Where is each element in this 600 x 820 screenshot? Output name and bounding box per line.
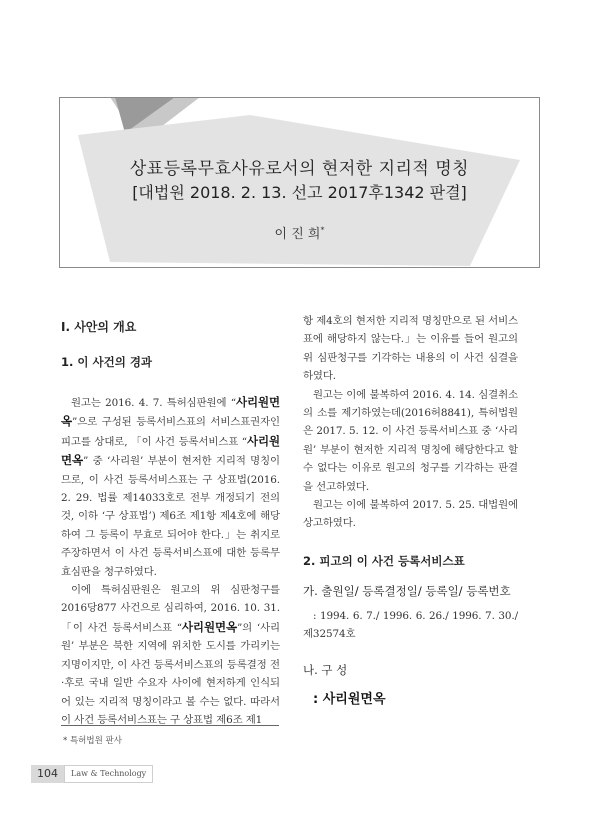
subsection-heading: 1. 이 사건의 경과 bbox=[61, 355, 153, 369]
para1-text-b: ”으로 구성된 등록서비스표의 서비스표권자인 피고를 상대로, 「이 사건 등록서비스표 “ bbox=[61, 416, 280, 448]
article-title: 상표등록무효사유로서의 현저한 지리적 명칭 bbox=[129, 159, 470, 179]
paragraph: 항 제4호의 현저한 지리적 명칭만으로 된 서비스표에 해당하지 않는다.」는 이유를 들어 원고의 위 심판청구를 기각하는 내용의 이 사건 심결을 하였다. bbox=[303, 315, 518, 383]
section2-heading: 2. 피고의 이 사건 등록서비스표 bbox=[303, 553, 465, 568]
item-b-heading: 나. 구 성 bbox=[303, 662, 348, 677]
left-column bbox=[61, 312, 280, 729]
right-column bbox=[303, 312, 518, 710]
case-citation: [대법원 2018. 2. 13. 선고 2017후1342 판결] bbox=[132, 183, 467, 202]
paragraph bbox=[61, 393, 280, 581]
para2-text-a: 이에 특허심판원은 원고의 위 심판청구를 2016당877 사건으로 심리하여, 2016. 10. 31. 「이 사건 등록서비스표 “ bbox=[61, 584, 280, 634]
author bbox=[59, 223, 540, 242]
footnote-divider bbox=[61, 725, 279, 726]
paragraph bbox=[61, 581, 280, 729]
journal-name: Law & Technology bbox=[64, 765, 153, 783]
item-a-value: : 1994. 6. 7./ 1996. 6. 26./ 1996. 7. 30./ 제32574호 bbox=[303, 609, 518, 641]
author-name: 이 진 희 bbox=[274, 227, 321, 242]
title-block bbox=[59, 157, 540, 205]
item-a-heading: 가. 출원일/ 등록결정일/ 등록일/ 등록번호 bbox=[303, 583, 511, 598]
paragraph: 원고는 이에 불복하여 2017. 5. 25. 대법원에 상고하였다. bbox=[303, 499, 518, 530]
brand-name: 사리원면옥 bbox=[181, 619, 237, 634]
para1-text-c: ” 중 ‘사리원’ 부분이 현저한 지리적 명칭이므로, 이 사건 등록서비스표는 구 상표법(2016. 2. 29. 법률 제14033호로 전부 개정되기 전의 것, 이하 ‘구 상표법’) 제6조 제1항 제4호에 해당하여 그 등록이 무효로 되어야 한다.」는 취지로 주장하면서 이 사건 등록서비스표에 대한 등록무효심판을 청구하였다. bbox=[61, 455, 280, 578]
para2-text-b: ”의 ‘사리원’ 부분은 북한 지역에 위치한 도시를 가리키는 지명이지만, 이 사건 등록서비스표의 등록결정 전·후로 국내 일반 수요자 사이에 현저하게 인식되어 있는 지리적 명칭이라고 볼 수는 없다. 따라서 이 사건 등록서비스표는 구 상표법 제6조 제1 bbox=[61, 621, 280, 726]
service-mark: : 사리원면옥 bbox=[313, 691, 386, 707]
brand-name: 사리원면옥 bbox=[61, 433, 280, 468]
section-heading: I. 사안의 개요 bbox=[61, 320, 137, 334]
page-number: 104 bbox=[31, 765, 64, 783]
para1-text-a: 원고는 2016. 4. 7. 특허심판원에 “ bbox=[71, 397, 236, 409]
author-footnote-mark: * bbox=[320, 225, 325, 235]
paragraph: 원고는 이에 불복하여 2016. 4. 14. 심결취소의 소를 제기하였는데(2016허8841), 특허법원은 2017. 5. 12. 이 사건 등록서비스표 중 ‘사리원’ 부분이 현저한 지리적 명칭에 해당한다고 할 수 없다는 이유로 원고의 청구를 기각하는 판결을 선고하였다. bbox=[303, 388, 518, 493]
brand-name: 사리원면옥 bbox=[61, 395, 280, 429]
footnote: * 특허법원 판사 bbox=[63, 736, 122, 746]
